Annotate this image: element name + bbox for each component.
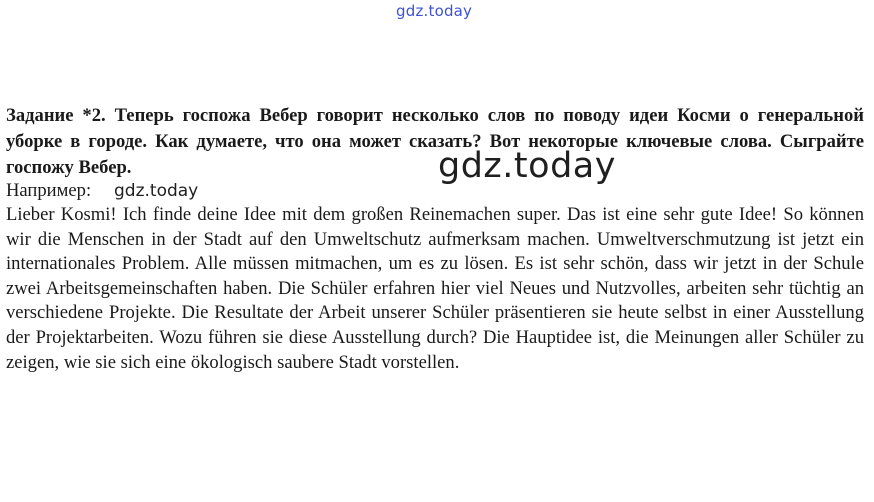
example-answer-text: Lieber Kosmi! Ich finde deine Idee mit dem großen Reinemachen super. Das ist eine sehr gute Idee! So können wir die Menschen in der Stadt auf den Umweltschutz aufmerksam machen. Umweltverschmutzung ist jetzt ein internationales Problem. Alle müssen mitmachen, um es zu lösen. Es ist sehr schön, dass wir jetzt in der Schule zwei Arbeitsgemeinschaften haben. Die Schüler erfahren hier viel Neues und Nutzvolles, arbeiten sehr tüchtig an verschiedene Projekte. Die Resultate der Arbeit unserer Schüler präsentieren sie heute selbst in einer Ausstellung der Projektarbeiten. Wozu führen sie diese Ausstellung durch? Die Hauptidee ist, die Meinungen aller Schüler zu zeigen, wie sie sich eine ökologisch saubere Stadt vorstellen. <box>6 204 864 373</box>
watermark-center: gdz.today <box>438 146 616 186</box>
task-text: Задание *2. Теперь госпожа Вебер говорит несколько слов по поводу идеи Косми о генеральной уборке в городе. Как думаете, что она может сказать? Вот некоторые ключевые слова. Сыграйте госпожу Вебер. <box>6 105 864 178</box>
watermark-top: gdz.today <box>396 2 473 20</box>
watermark-inline: gdz.today <box>114 181 199 201</box>
example-label: Например: <box>6 180 92 201</box>
